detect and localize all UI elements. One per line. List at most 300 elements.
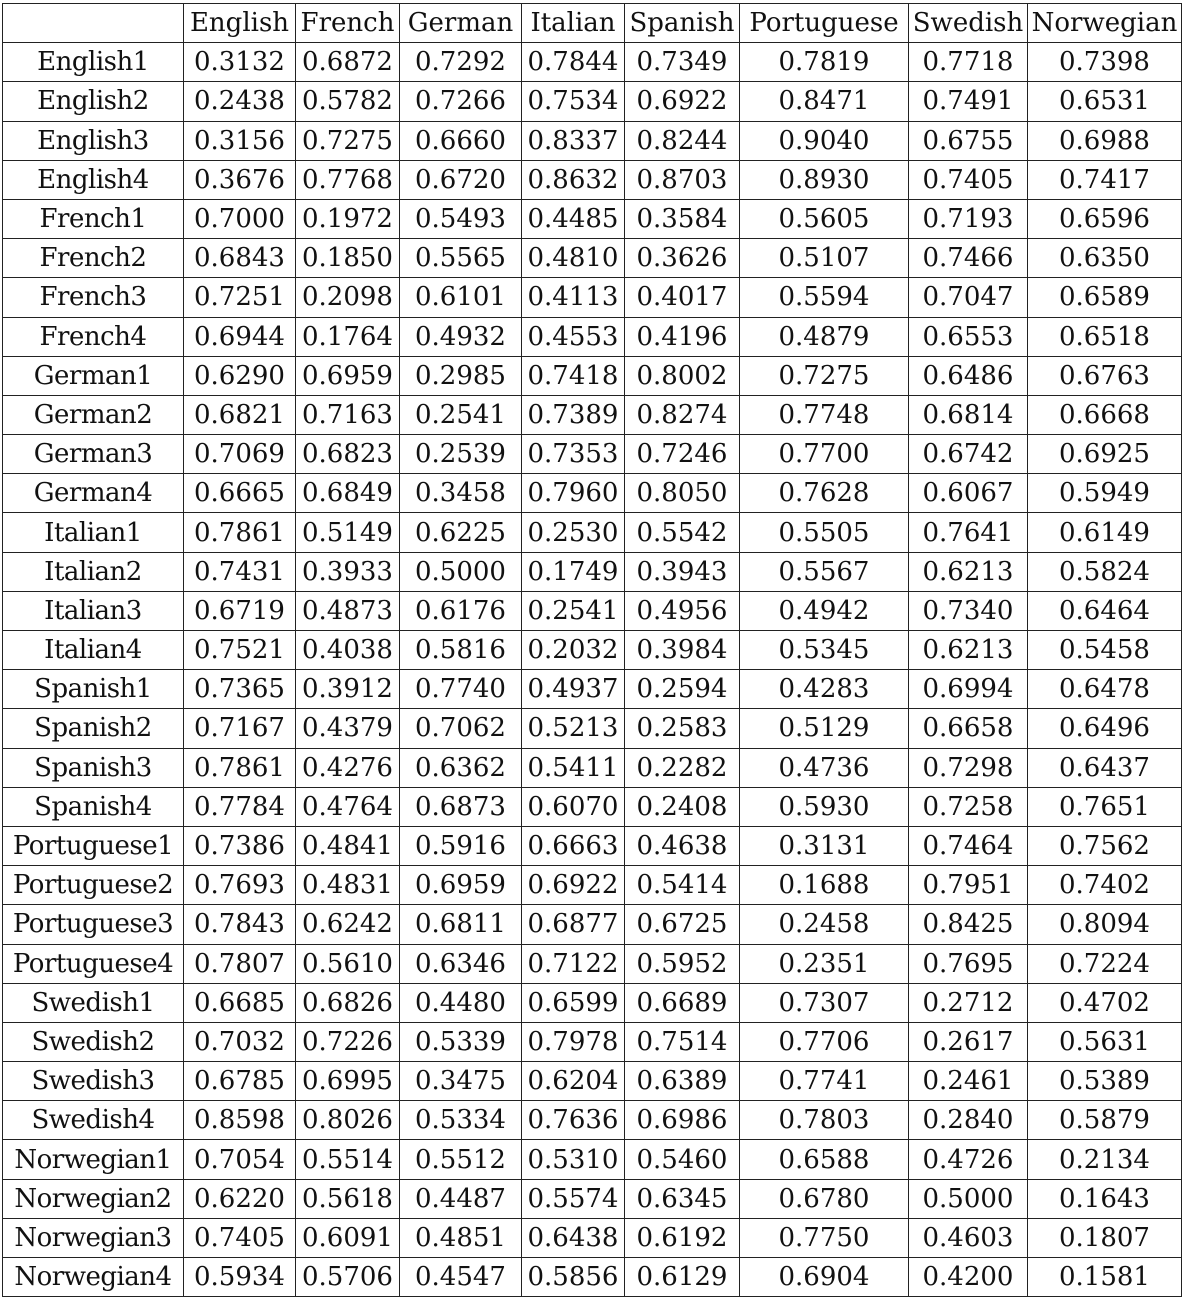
table-cell: 0.4283 — [740, 670, 909, 709]
table-cell: 0.2583 — [625, 709, 740, 748]
table-cell: 0.3584 — [625, 199, 740, 238]
table-cell: 0.7784 — [184, 787, 296, 826]
table-cell: 0.5310 — [522, 1140, 625, 1179]
table-cell: 0.5389 — [1028, 1062, 1182, 1101]
table-cell: 0.3156 — [184, 121, 296, 160]
table-cell: 0.3132 — [184, 43, 296, 82]
table-cell: 0.6785 — [184, 1062, 296, 1101]
table-cell: 0.7069 — [184, 435, 296, 474]
table-cell: 0.6192 — [625, 1218, 740, 1257]
table-cell: 0.6685 — [184, 983, 296, 1022]
table-row — [3, 82, 1182, 121]
table-row — [3, 513, 1182, 552]
row-label: Norwegian1 — [3, 1140, 184, 1179]
table-cell: 0.9040 — [740, 121, 909, 160]
table-cell: 0.5460 — [625, 1140, 740, 1179]
table-cell: 0.3458 — [400, 474, 522, 513]
table-cell: 0.6821 — [184, 395, 296, 434]
table-cell: 0.3676 — [184, 160, 296, 199]
table-cell: 0.7807 — [184, 944, 296, 983]
table-cell: 0.8337 — [522, 121, 625, 160]
table-cell: 0.6345 — [625, 1179, 740, 1218]
table-cell: 0.7628 — [740, 474, 909, 513]
table-cell: 0.6995 — [296, 1062, 400, 1101]
row-label: Spanish3 — [3, 748, 184, 787]
table-cell: 0.5334 — [400, 1101, 522, 1140]
table-cell: 0.4810 — [522, 239, 625, 278]
table-row — [3, 787, 1182, 826]
table-cell: 0.5542 — [625, 513, 740, 552]
table-row — [3, 317, 1182, 356]
row-label: Portuguese1 — [3, 826, 184, 865]
table-cell: 0.7298 — [909, 748, 1028, 787]
table-cell: 0.4736 — [740, 748, 909, 787]
table-row — [3, 905, 1182, 944]
table-cell: 0.5345 — [740, 631, 909, 670]
table-cell: 0.7047 — [909, 278, 1028, 317]
table-cell: 0.6872 — [296, 43, 400, 82]
row-label: Swedish1 — [3, 983, 184, 1022]
table-cell: 0.7163 — [296, 395, 400, 434]
table-cell: 0.5824 — [1028, 552, 1182, 591]
table-cell: 0.7418 — [522, 356, 625, 395]
table-cell: 0.5565 — [400, 239, 522, 278]
table-row — [3, 199, 1182, 238]
table-cell: 0.7266 — [400, 82, 522, 121]
table-cell: 0.7651 — [1028, 787, 1182, 826]
table-cell: 0.6925 — [1028, 435, 1182, 474]
table-row — [3, 591, 1182, 630]
table-cell: 0.5514 — [296, 1140, 400, 1179]
table-cell: 0.4942 — [740, 591, 909, 630]
row-label: German1 — [3, 356, 184, 395]
table-cell: 0.6588 — [740, 1140, 909, 1179]
table-row — [3, 160, 1182, 199]
table-row — [3, 983, 1182, 1022]
table-cell: 0.7803 — [740, 1101, 909, 1140]
table-cell: 0.1764 — [296, 317, 400, 356]
table-cell: 0.4113 — [522, 278, 625, 317]
table-cell: 0.3912 — [296, 670, 400, 709]
table-cell: 0.2539 — [400, 435, 522, 474]
table-row — [3, 278, 1182, 317]
table-cell: 0.8244 — [625, 121, 740, 160]
table-cell: 0.5631 — [1028, 1022, 1182, 1061]
table-cell: 0.6437 — [1028, 748, 1182, 787]
row-label: French2 — [3, 239, 184, 278]
table-cell: 0.4200 — [909, 1258, 1028, 1297]
table-cell: 0.7466 — [909, 239, 1028, 278]
table-cell: 0.6067 — [909, 474, 1028, 513]
table-cell: 0.6220 — [184, 1179, 296, 1218]
row-label: Spanish2 — [3, 709, 184, 748]
table-cell: 0.7417 — [1028, 160, 1182, 199]
table-cell: 0.7224 — [1028, 944, 1182, 983]
row-label: Swedish4 — [3, 1101, 184, 1140]
table-cell: 0.5856 — [522, 1258, 625, 1297]
table-cell: 0.6362 — [400, 748, 522, 787]
table-cell: 0.7402 — [1028, 866, 1182, 905]
table-cell: 0.4851 — [400, 1218, 522, 1257]
table-cell: 0.4276 — [296, 748, 400, 787]
table-cell: 0.5605 — [740, 199, 909, 238]
table-cell: 0.3984 — [625, 631, 740, 670]
table-cell: 0.4932 — [400, 317, 522, 356]
table-cell: 0.7951 — [909, 866, 1028, 905]
table-cell: 0.6438 — [522, 1218, 625, 1257]
table-cell: 0.4764 — [296, 787, 400, 826]
table-cell: 0.5129 — [740, 709, 909, 748]
row-label: Italian1 — [3, 513, 184, 552]
table-cell: 0.7748 — [740, 395, 909, 434]
table-cell: 0.6877 — [522, 905, 625, 944]
table-row — [3, 944, 1182, 983]
table-cell: 0.6149 — [1028, 513, 1182, 552]
table-cell: 0.6599 — [522, 983, 625, 1022]
table-row — [3, 239, 1182, 278]
table-cell: 0.2840 — [909, 1101, 1028, 1140]
table-cell: 0.2594 — [625, 670, 740, 709]
row-label: French4 — [3, 317, 184, 356]
table-cell: 0.7353 — [522, 435, 625, 474]
table-cell: 0.8274 — [625, 395, 740, 434]
table-cell: 0.6994 — [909, 670, 1028, 709]
row-label: Portuguese4 — [3, 944, 184, 983]
table-cell: 0.5149 — [296, 513, 400, 552]
table-cell: 0.7750 — [740, 1218, 909, 1257]
table-cell: 0.8425 — [909, 905, 1028, 944]
table-row — [3, 43, 1182, 82]
row-label: German4 — [3, 474, 184, 513]
table-cell: 0.2134 — [1028, 1140, 1182, 1179]
table-row — [3, 356, 1182, 395]
table-body — [3, 43, 1182, 1297]
table-cell: 0.7340 — [909, 591, 1028, 630]
row-label: Italian2 — [3, 552, 184, 591]
table-cell: 0.2032 — [522, 631, 625, 670]
table-cell: 0.8632 — [522, 160, 625, 199]
table-cell: 0.6668 — [1028, 395, 1182, 434]
table-cell: 0.6596 — [1028, 199, 1182, 238]
table-cell: 0.7861 — [184, 748, 296, 787]
table-cell: 0.5000 — [400, 552, 522, 591]
table-cell: 0.6843 — [184, 239, 296, 278]
table-cell: 0.2985 — [400, 356, 522, 395]
table-cell: 0.7464 — [909, 826, 1028, 865]
table-cell: 0.5339 — [400, 1022, 522, 1061]
table-cell: 0.7365 — [184, 670, 296, 709]
table-cell: 0.7768 — [296, 160, 400, 199]
table-cell: 0.6242 — [296, 905, 400, 944]
table-cell: 0.4879 — [740, 317, 909, 356]
table-cell: 0.6986 — [625, 1101, 740, 1140]
table-cell: 0.6725 — [625, 905, 740, 944]
table-cell: 0.6346 — [400, 944, 522, 983]
table-cell: 0.1643 — [1028, 1179, 1182, 1218]
table-cell: 0.7718 — [909, 43, 1028, 82]
table-cell: 0.8703 — [625, 160, 740, 199]
table-row — [3, 395, 1182, 434]
row-label: Spanish1 — [3, 670, 184, 709]
table-cell: 0.2617 — [909, 1022, 1028, 1061]
table-cell: 0.6873 — [400, 787, 522, 826]
row-label: French1 — [3, 199, 184, 238]
table-cell: 0.7514 — [625, 1022, 740, 1061]
table-cell: 0.5512 — [400, 1140, 522, 1179]
row-label: English2 — [3, 82, 184, 121]
table-cell: 0.6290 — [184, 356, 296, 395]
table-cell: 0.7292 — [400, 43, 522, 82]
table-cell: 0.4480 — [400, 983, 522, 1022]
table-cell: 0.6663 — [522, 826, 625, 865]
table-cell: 0.5414 — [625, 866, 740, 905]
table-cell: 0.3943 — [625, 552, 740, 591]
table-cell: 0.5213 — [522, 709, 625, 748]
column-header-german: German — [400, 4, 522, 43]
table-cell: 0.4873 — [296, 591, 400, 630]
table-cell: 0.4937 — [522, 670, 625, 709]
table-cell: 0.7706 — [740, 1022, 909, 1061]
table-cell: 0.6719 — [184, 591, 296, 630]
table-cell: 0.7389 — [522, 395, 625, 434]
table-cell: 0.4726 — [909, 1140, 1028, 1179]
row-label: Spanish4 — [3, 787, 184, 826]
table-cell: 0.1972 — [296, 199, 400, 238]
table-cell: 0.5574 — [522, 1179, 625, 1218]
table-cell: 0.6904 — [740, 1258, 909, 1297]
table-cell: 0.7843 — [184, 905, 296, 944]
table-cell: 0.6763 — [1028, 356, 1182, 395]
table-cell: 0.7693 — [184, 866, 296, 905]
table-cell: 0.4956 — [625, 591, 740, 630]
table-cell: 0.5952 — [625, 944, 740, 983]
table-cell: 0.6213 — [909, 631, 1028, 670]
table-row — [3, 670, 1182, 709]
table-row — [3, 631, 1182, 670]
table-cell: 0.8094 — [1028, 905, 1182, 944]
table-cell: 0.7246 — [625, 435, 740, 474]
table-cell: 0.6553 — [909, 317, 1028, 356]
row-label: Norwegian2 — [3, 1179, 184, 1218]
table-cell: 0.7695 — [909, 944, 1028, 983]
table-cell: 0.2351 — [740, 944, 909, 983]
table-cell: 0.5567 — [740, 552, 909, 591]
table-cell: 0.3475 — [400, 1062, 522, 1101]
table-cell: 0.4038 — [296, 631, 400, 670]
table-cell: 0.6129 — [625, 1258, 740, 1297]
table-cell: 0.1688 — [740, 866, 909, 905]
column-header-spanish: Spanish — [625, 4, 740, 43]
table-cell: 0.2530 — [522, 513, 625, 552]
table-row — [3, 1258, 1182, 1297]
column-header-norwegian: Norwegian — [1028, 4, 1182, 43]
table-cell: 0.6959 — [296, 356, 400, 395]
table-cell: 0.2282 — [625, 748, 740, 787]
table-cell: 0.5458 — [1028, 631, 1182, 670]
table-cell: 0.4379 — [296, 709, 400, 748]
table-cell: 0.2458 — [740, 905, 909, 944]
table-row — [3, 1062, 1182, 1101]
table-cell: 0.8471 — [740, 82, 909, 121]
table-row — [3, 1101, 1182, 1140]
table-row — [3, 1022, 1182, 1061]
table-cell: 0.7226 — [296, 1022, 400, 1061]
table-cell: 0.2438 — [184, 82, 296, 121]
table-cell: 0.7491 — [909, 82, 1028, 121]
table-cell: 0.7405 — [909, 160, 1028, 199]
table-cell: 0.6922 — [522, 866, 625, 905]
table-cell: 0.6091 — [296, 1218, 400, 1257]
table-cell: 0.6464 — [1028, 591, 1182, 630]
table-cell: 0.5594 — [740, 278, 909, 317]
table-cell: 0.5916 — [400, 826, 522, 865]
table-cell: 0.6944 — [184, 317, 296, 356]
table-cell: 0.1581 — [1028, 1258, 1182, 1297]
column-header-english: English — [184, 4, 296, 43]
table-cell: 0.5879 — [1028, 1101, 1182, 1140]
table-cell: 0.7000 — [184, 199, 296, 238]
table-cell: 0.7960 — [522, 474, 625, 513]
table-cell: 0.7193 — [909, 199, 1028, 238]
table-cell: 0.6496 — [1028, 709, 1182, 748]
table-cell: 0.7978 — [522, 1022, 625, 1061]
table-cell: 0.6350 — [1028, 239, 1182, 278]
table-row — [3, 552, 1182, 591]
table-cell: 0.7641 — [909, 513, 1028, 552]
table-cell: 0.4196 — [625, 317, 740, 356]
distance-table — [2, 3, 1182, 1297]
row-label: French3 — [3, 278, 184, 317]
table-cell: 0.2541 — [522, 591, 625, 630]
table-row — [3, 866, 1182, 905]
table-cell: 0.5949 — [1028, 474, 1182, 513]
table-cell: 0.5934 — [184, 1258, 296, 1297]
row-label: Italian3 — [3, 591, 184, 630]
table-cell: 0.7398 — [1028, 43, 1182, 82]
table-cell: 0.5107 — [740, 239, 909, 278]
header-row — [3, 4, 1182, 43]
table-cell: 0.8002 — [625, 356, 740, 395]
table-cell: 0.7844 — [522, 43, 625, 82]
table-cell: 0.4841 — [296, 826, 400, 865]
table-cell: 0.3131 — [740, 826, 909, 865]
row-label: Portuguese2 — [3, 866, 184, 905]
table-cell: 0.7258 — [909, 787, 1028, 826]
table-cell: 0.8050 — [625, 474, 740, 513]
row-label: English1 — [3, 43, 184, 82]
table-cell: 0.4485 — [522, 199, 625, 238]
table-row — [3, 826, 1182, 865]
table-cell: 0.3626 — [625, 239, 740, 278]
table-cell: 0.6660 — [400, 121, 522, 160]
table-cell: 0.1807 — [1028, 1218, 1182, 1257]
table-cell: 0.6478 — [1028, 670, 1182, 709]
table-cell: 0.8026 — [296, 1101, 400, 1140]
table-cell: 0.5930 — [740, 787, 909, 826]
table-row — [3, 1218, 1182, 1257]
table-cell: 0.7349 — [625, 43, 740, 82]
row-label: Swedish3 — [3, 1062, 184, 1101]
table-row — [3, 709, 1182, 748]
table-cell: 0.6959 — [400, 866, 522, 905]
row-label: Norwegian4 — [3, 1258, 184, 1297]
table-cell: 0.7032 — [184, 1022, 296, 1061]
table-cell: 0.7700 — [740, 435, 909, 474]
table-cell: 0.6823 — [296, 435, 400, 474]
row-label: Swedish2 — [3, 1022, 184, 1061]
table-cell: 0.7062 — [400, 709, 522, 748]
table-cell: 0.5618 — [296, 1179, 400, 1218]
table-cell: 0.6922 — [625, 82, 740, 121]
table-cell: 0.1850 — [296, 239, 400, 278]
row-label: English4 — [3, 160, 184, 199]
table-cell: 0.6755 — [909, 121, 1028, 160]
table-cell: 0.6070 — [522, 787, 625, 826]
table-cell: 0.6780 — [740, 1179, 909, 1218]
table-cell: 0.7167 — [184, 709, 296, 748]
table-cell: 0.6665 — [184, 474, 296, 513]
table-cell: 0.2098 — [296, 278, 400, 317]
column-header-italian: Italian — [522, 4, 625, 43]
table-cell: 0.2541 — [400, 395, 522, 434]
table-cell: 0.7521 — [184, 631, 296, 670]
table-cell: 0.7307 — [740, 983, 909, 1022]
table-cell: 0.7054 — [184, 1140, 296, 1179]
table-cell: 0.6589 — [1028, 278, 1182, 317]
table-cell: 0.6689 — [625, 983, 740, 1022]
table-cell: 0.7861 — [184, 513, 296, 552]
table-cell: 0.6389 — [625, 1062, 740, 1101]
table-cell: 0.5706 — [296, 1258, 400, 1297]
table-cell: 0.6204 — [522, 1062, 625, 1101]
table-row — [3, 1140, 1182, 1179]
table-cell: 0.2461 — [909, 1062, 1028, 1101]
table-cell: 0.7562 — [1028, 826, 1182, 865]
table-cell: 0.5411 — [522, 748, 625, 787]
table-cell: 0.5610 — [296, 944, 400, 983]
table-cell: 0.2712 — [909, 983, 1028, 1022]
table-cell: 0.2408 — [625, 787, 740, 826]
table-cell: 0.5493 — [400, 199, 522, 238]
table-row — [3, 435, 1182, 474]
table-cell: 0.4553 — [522, 317, 625, 356]
table-cell: 0.6486 — [909, 356, 1028, 395]
table-cell: 0.6988 — [1028, 121, 1182, 160]
table-cell: 0.6742 — [909, 435, 1028, 474]
table-cell: 0.6176 — [400, 591, 522, 630]
table-cell: 0.5816 — [400, 631, 522, 670]
table-cell: 0.3933 — [296, 552, 400, 591]
table-cell: 0.4702 — [1028, 983, 1182, 1022]
table-cell: 0.7740 — [400, 670, 522, 709]
table-cell: 0.7819 — [740, 43, 909, 82]
table-row — [3, 748, 1182, 787]
table-cell: 0.8598 — [184, 1101, 296, 1140]
column-header-french: French — [296, 4, 400, 43]
row-label: Portuguese3 — [3, 905, 184, 944]
table-cell: 0.7534 — [522, 82, 625, 121]
table-cell: 0.6101 — [400, 278, 522, 317]
table-cell: 0.4487 — [400, 1179, 522, 1218]
table-row — [3, 121, 1182, 160]
table-cell: 0.6826 — [296, 983, 400, 1022]
table-cell: 0.6720 — [400, 160, 522, 199]
table-cell: 0.6518 — [1028, 317, 1182, 356]
table-row — [3, 474, 1182, 513]
row-label: Norwegian3 — [3, 1218, 184, 1257]
row-label: Italian4 — [3, 631, 184, 670]
table-cell: 0.6213 — [909, 552, 1028, 591]
